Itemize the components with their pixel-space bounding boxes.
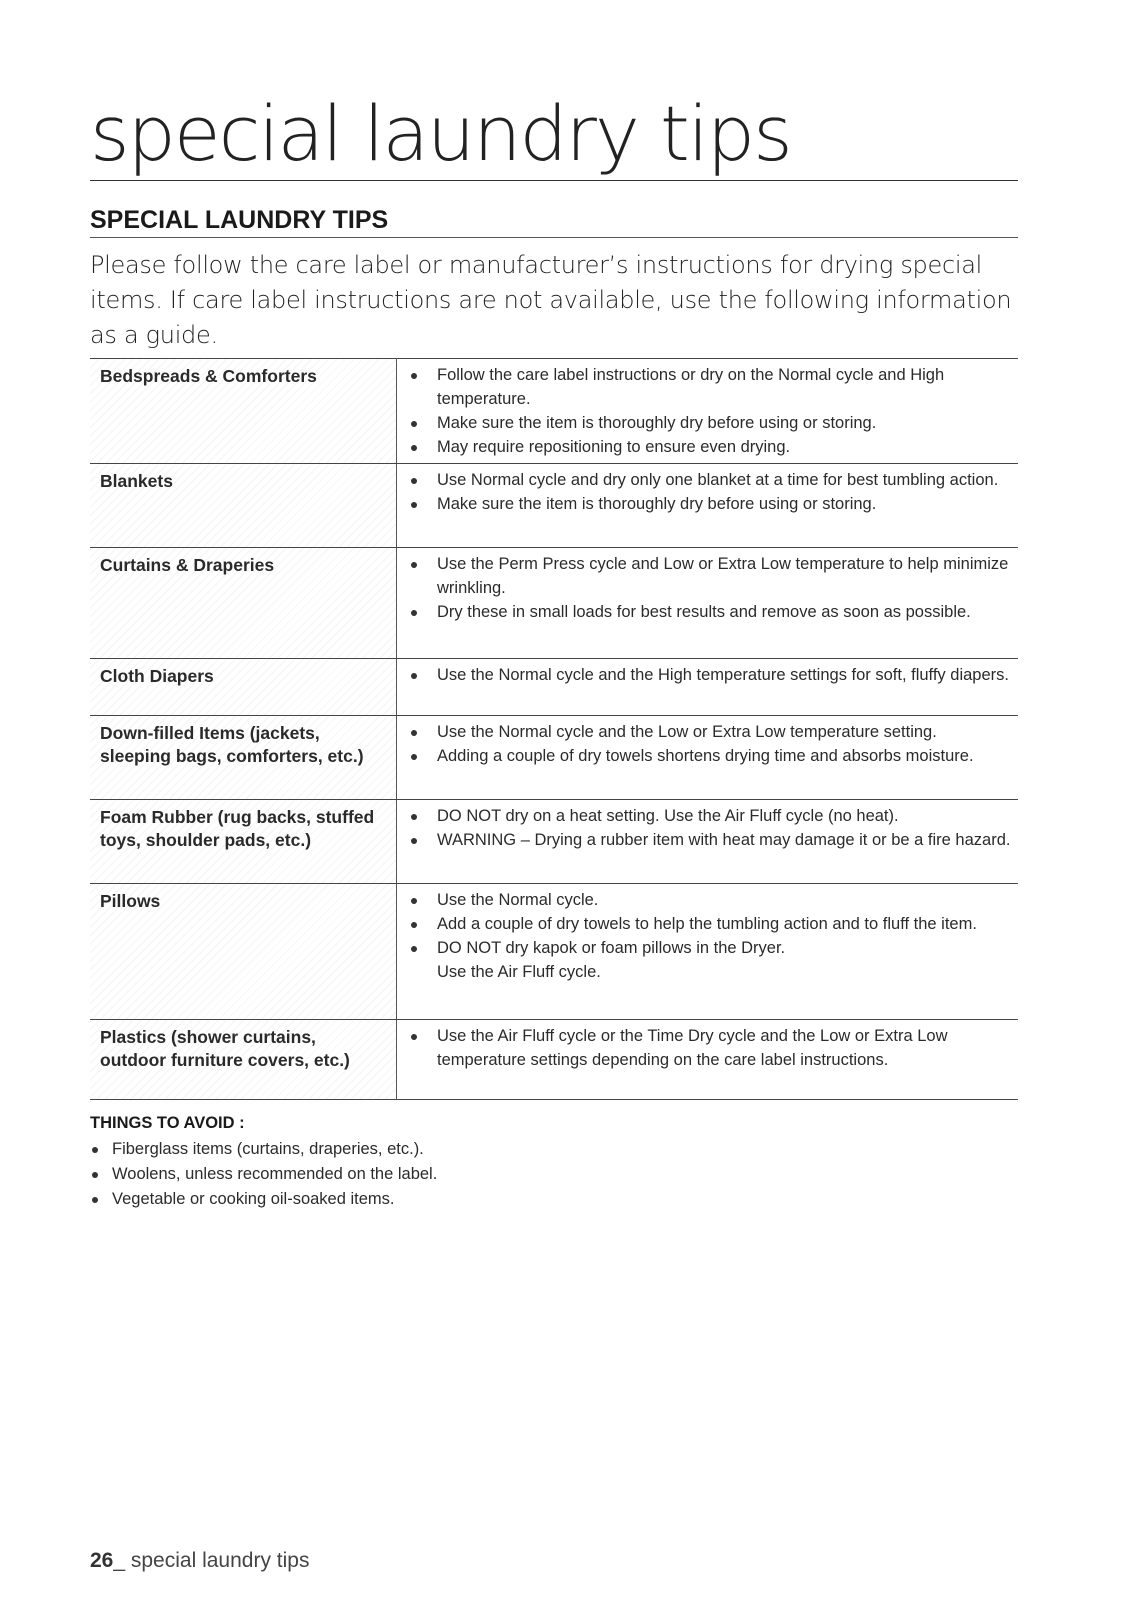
item-name: Pillows bbox=[90, 884, 397, 1020]
footer-label: _ special laundry tips bbox=[113, 1549, 310, 1572]
table-row bbox=[90, 800, 1018, 884]
tip-list bbox=[409, 363, 1014, 459]
tip-item: Adding a couple of dry towels shortens drying time and absorbs moisture. bbox=[409, 744, 1014, 768]
tip-item: Use the Normal cycle. bbox=[409, 888, 1014, 912]
tip-item: DO NOT dry kapok or foam pillows in the Dryer. bbox=[409, 936, 1014, 960]
tip-list bbox=[409, 888, 1014, 984]
table-row bbox=[90, 464, 1018, 548]
item-name: Plastics (shower curtains, outdoor furniture covers, etc.) bbox=[90, 1020, 397, 1100]
tip-item: Make sure the item is thoroughly dry before using or storing. bbox=[409, 411, 1014, 435]
item-tips bbox=[397, 716, 1019, 800]
item-tips bbox=[397, 548, 1019, 659]
tip-list bbox=[409, 1024, 1014, 1072]
page-title: special laundry tips bbox=[90, 88, 1018, 181]
things-to-avoid-list bbox=[90, 1137, 990, 1212]
item-tips bbox=[397, 884, 1019, 1020]
tip-item: May require repositioning to ensure even drying. bbox=[409, 435, 1014, 459]
avoid-item: Woolens, unless recommended on the label. bbox=[90, 1162, 990, 1187]
tip-list bbox=[409, 663, 1014, 687]
tip-list bbox=[409, 552, 1014, 624]
item-name: Down-filled Items (jackets, sleeping bags, comforters, etc.) bbox=[90, 716, 397, 800]
table-row bbox=[90, 659, 1018, 716]
laundry-tips-table bbox=[90, 358, 1018, 1100]
page-footer bbox=[90, 1548, 309, 1574]
item-tips bbox=[397, 359, 1019, 464]
item-name: Foam Rubber (rug backs, stuffed toys, shoulder pads, etc.) bbox=[90, 800, 397, 884]
tip-item: WARNING – Drying a rubber item with heat may damage it or be a fire hazard. bbox=[409, 828, 1014, 852]
tip-item: Use the Normal cycle and the Low or Extra Low temperature setting. bbox=[409, 720, 1014, 744]
intro-paragraph: Please follow the care label or manufacturer’s instructions for drying special items. If care label instructions are not available, use the following information as a guide. bbox=[90, 251, 1012, 349]
tip-item: Use the Air Fluff cycle or the Time Dry cycle and the Low or Extra Low temperature settings depending on the care label instructions. bbox=[409, 1024, 1014, 1072]
item-name: Curtains & Draperies bbox=[90, 548, 397, 659]
table-row bbox=[90, 884, 1018, 1020]
table-row bbox=[90, 359, 1018, 464]
tip-item: Use Normal cycle and dry only one blanket at a time for best tumbling action. bbox=[409, 468, 1014, 492]
tip-continuation: Use the Air Fluff cycle. bbox=[437, 963, 601, 981]
section-heading: SPECIAL LAUNDRY TIPS bbox=[90, 203, 1018, 238]
table-row bbox=[90, 1020, 1018, 1100]
item-tips bbox=[397, 659, 1019, 716]
page-number: 26 bbox=[90, 1549, 114, 1572]
tip-item: Use the Normal cycle and the High temperature settings for soft, fluffy diapers. bbox=[409, 663, 1014, 687]
tip-item: Dry these in small loads for best results and remove as soon as possible. bbox=[409, 600, 1014, 624]
item-tips bbox=[397, 800, 1019, 884]
avoid-item: Fiberglass items (curtains, draperies, etc.). bbox=[90, 1137, 990, 1162]
tip-item: DO NOT dry on a heat setting. Use the Air Fluff cycle (no heat). bbox=[409, 804, 1014, 828]
avoid-item: Vegetable or cooking oil-soaked items. bbox=[90, 1187, 990, 1212]
tip-list bbox=[409, 468, 1014, 516]
tip-item: Make sure the item is thoroughly dry before using or storing. bbox=[409, 492, 1014, 516]
item-name: Bedspreads & Comforters bbox=[90, 359, 397, 464]
tip-item: Follow the care label instructions or dry on the Normal cycle and High temperature. bbox=[409, 363, 1014, 411]
item-name: Blankets bbox=[90, 464, 397, 548]
tip-item: Add a couple of dry towels to help the tumbling action and to fluff the item. bbox=[409, 912, 1014, 936]
item-name: Cloth Diapers bbox=[90, 659, 397, 716]
tip-list bbox=[409, 720, 1014, 768]
things-to-avoid-heading: THINGS TO AVOID : bbox=[90, 1114, 245, 1132]
item-tips bbox=[397, 464, 1019, 548]
tip-list bbox=[409, 804, 1014, 852]
table-row bbox=[90, 716, 1018, 800]
item-tips bbox=[397, 1020, 1019, 1100]
tip-item: Use the Perm Press cycle and Low or Extra Low temperature to help minimize wrinkling. bbox=[409, 552, 1014, 600]
table-row bbox=[90, 548, 1018, 659]
